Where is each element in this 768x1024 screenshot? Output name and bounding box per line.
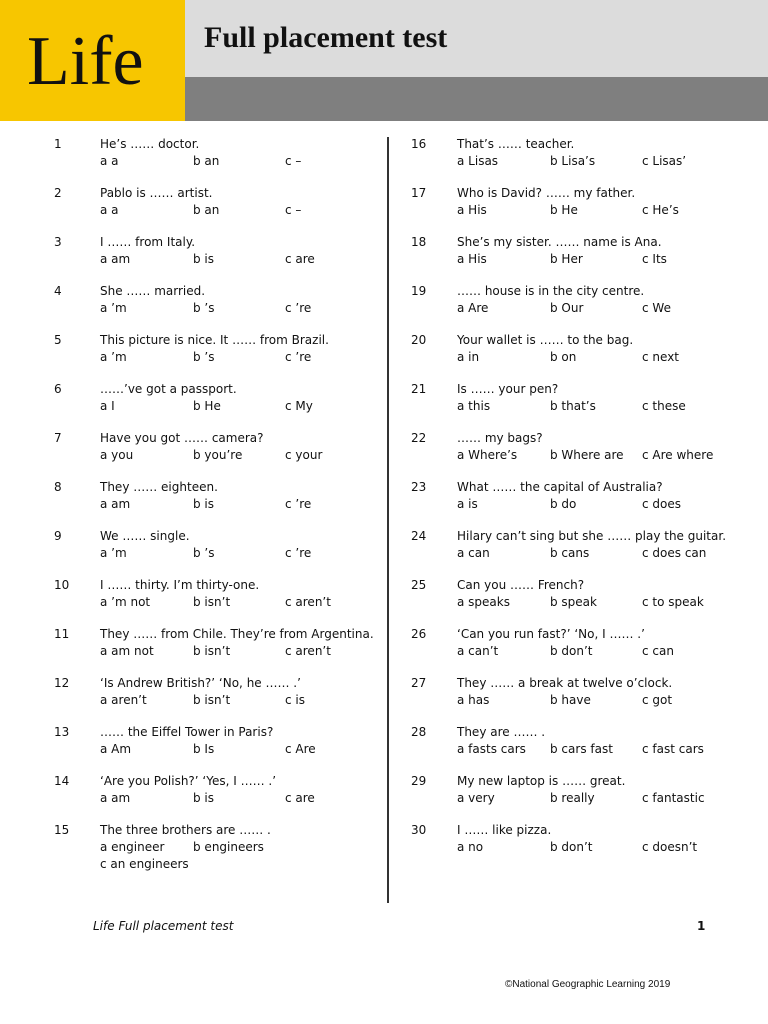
- question-4: [54, 283, 434, 331]
- question-text: They …… from Chile. They’re from Argentina.: [100, 627, 374, 641]
- question-number: 10: [54, 578, 70, 592]
- question-text: ‘Can you run fast?’ ‘No, I …… .’: [457, 627, 645, 641]
- question-12: [54, 675, 434, 723]
- question-text: Pablo is …… artist.: [100, 186, 213, 200]
- option-a: a am: [100, 791, 131, 805]
- question-number: 9: [54, 529, 62, 543]
- option-b: b speak: [550, 595, 597, 609]
- question-text: I …… like pizza.: [457, 823, 552, 837]
- question-number: 13: [54, 725, 70, 739]
- question-text: Hilary can’t sing but she …… play the guitar.: [457, 529, 727, 543]
- option-b: b do: [550, 497, 577, 511]
- option-c: c next: [642, 350, 679, 364]
- option-a: a fasts cars: [457, 742, 526, 756]
- option-c: c does: [642, 497, 682, 511]
- option-b: b He: [193, 399, 221, 413]
- question-number: 27: [411, 676, 427, 690]
- question-text: They …… eighteen.: [100, 480, 218, 494]
- option-a: a Are: [457, 301, 489, 315]
- option-c: c your: [285, 448, 323, 462]
- option-b: b ’s: [193, 546, 215, 560]
- question-text: …… my bags?: [457, 431, 543, 445]
- question-number: 11: [54, 627, 70, 641]
- question-number: 17: [411, 186, 427, 200]
- question-number: 28: [411, 725, 427, 739]
- option-b: b on: [550, 350, 577, 364]
- option-c: c are: [285, 791, 315, 805]
- question-number: 15: [54, 823, 70, 837]
- question-number: 21: [411, 382, 427, 396]
- option-b: b don’t: [550, 644, 593, 658]
- option-a: a ’m: [100, 546, 127, 560]
- option-c: c Are where: [642, 448, 714, 462]
- question-2: [54, 185, 434, 233]
- question-text: That’s …… teacher.: [457, 137, 575, 151]
- question-14: [54, 773, 434, 821]
- question-28: [411, 724, 768, 772]
- option-b: b Her: [550, 252, 583, 266]
- question-text: We …… single.: [100, 529, 190, 543]
- question-number: 20: [411, 333, 427, 347]
- option-b: b cars fast: [550, 742, 613, 756]
- question-text: ……’ve got a passport.: [100, 382, 237, 396]
- question-number: 8: [54, 480, 62, 494]
- option-a: a speaks: [457, 595, 510, 609]
- option-b: b isn’t: [193, 595, 231, 609]
- option-b: b Our: [550, 301, 584, 315]
- option-c: c –: [285, 154, 302, 168]
- question-number: 5: [54, 333, 62, 347]
- option-b: b Where are: [550, 448, 624, 462]
- option-a: a am not: [100, 644, 154, 658]
- option-b: b isn’t: [193, 693, 231, 707]
- option-c: c doesn’t: [642, 840, 698, 854]
- option-c: c aren’t: [285, 595, 331, 609]
- question-19: [411, 283, 768, 331]
- option-c: c fast cars: [642, 742, 704, 756]
- question-number: 7: [54, 431, 62, 445]
- question-text: She’s my sister. …… name is Ana.: [457, 235, 662, 249]
- question-number: 26: [411, 627, 427, 641]
- option-c: c ’re: [285, 497, 312, 511]
- option-c: c fantastic: [642, 791, 705, 805]
- question-1: [54, 136, 434, 184]
- brand-logo-text: Life: [27, 23, 144, 100]
- option-c: c can: [642, 644, 674, 658]
- option-c: c –: [285, 203, 302, 217]
- question-number: 14: [54, 774, 70, 788]
- option-c: c Its: [642, 252, 667, 266]
- option-c: c We: [642, 301, 671, 315]
- question-number: 24: [411, 529, 427, 543]
- question-10: [54, 577, 434, 625]
- question-number: 4: [54, 284, 62, 298]
- option-b: b Is: [193, 742, 215, 756]
- option-b: b cans: [550, 546, 590, 560]
- option-a: a has: [457, 693, 490, 707]
- option-a: a engineer: [100, 840, 165, 854]
- question-number: 29: [411, 774, 427, 788]
- option-c: c to speak: [642, 595, 704, 609]
- option-b: b don’t: [550, 840, 593, 854]
- option-a: a ’m: [100, 350, 127, 364]
- option-a: a Lisas: [457, 154, 499, 168]
- question-text: Have you got …… camera?: [100, 431, 264, 445]
- option-c: c are: [285, 252, 315, 266]
- option-b: b you’re: [193, 448, 243, 462]
- question-18: [411, 234, 768, 282]
- question-text: They are …… .: [457, 725, 546, 739]
- option-c: c Are: [285, 742, 316, 756]
- question-20: [411, 332, 768, 380]
- option-a: a I: [100, 399, 115, 413]
- option-b: b really: [550, 791, 595, 805]
- option-c: c My: [285, 399, 313, 413]
- option-c: c He’s: [642, 203, 679, 217]
- question-text: Can you …… French?: [457, 578, 585, 592]
- question-number: 1: [54, 137, 62, 151]
- question-text: …… house is in the city centre.: [457, 284, 645, 298]
- question-text: What …… the capital of Australia?: [457, 480, 663, 494]
- question-16: [411, 136, 768, 184]
- option-b: b ’s: [193, 301, 215, 315]
- question-3: [54, 234, 434, 282]
- question-text: ‘Is Andrew British?’ ‘No, he …… .’: [100, 676, 301, 690]
- question-text: Your wallet is …… to the bag.: [457, 333, 634, 347]
- question-number: 6: [54, 382, 62, 396]
- option-a: a a: [100, 203, 119, 217]
- question-9: [54, 528, 434, 576]
- option-b: b ’s: [193, 350, 215, 364]
- option-a: a can’t: [457, 644, 499, 658]
- question-text: …… the Eiffel Tower in Paris?: [100, 725, 274, 739]
- question-15: [54, 822, 434, 870]
- option-a: a Where’s: [457, 448, 518, 462]
- question-number: 2: [54, 186, 62, 200]
- question-number: 16: [411, 137, 427, 151]
- option-a: a very: [457, 791, 495, 805]
- option-a: a you: [100, 448, 134, 462]
- option-c: c these: [642, 399, 686, 413]
- option-b: b is: [193, 252, 215, 266]
- option-c: c an engineers: [100, 857, 189, 871]
- option-a: a His: [457, 203, 487, 217]
- question-text: She …… married.: [100, 284, 206, 298]
- option-a: a ’m: [100, 301, 127, 315]
- question-26: [411, 626, 768, 674]
- option-b: b engineers: [193, 840, 264, 854]
- option-b: b He: [550, 203, 578, 217]
- question-6: [54, 381, 434, 429]
- page-number: 1: [697, 919, 706, 933]
- question-27: [411, 675, 768, 723]
- question-11: [54, 626, 434, 674]
- footer-label: Life Full placement test: [93, 919, 234, 933]
- question-text: I …… from Italy.: [100, 235, 196, 249]
- question-23: [411, 479, 768, 527]
- option-b: b an: [193, 154, 220, 168]
- option-c: c ’re: [285, 546, 312, 560]
- question-text: This picture is nice. It …… from Brazil.: [100, 333, 329, 347]
- copyright-notice: ©National Geographic Learning 2019: [505, 979, 671, 990]
- option-c: c ’re: [285, 350, 312, 364]
- question-number: 19: [411, 284, 427, 298]
- question-text: Who is David? …… my father.: [457, 186, 636, 200]
- option-a: a no: [457, 840, 484, 854]
- option-a: a am: [100, 497, 131, 511]
- option-a: a His: [457, 252, 487, 266]
- option-a: a am: [100, 252, 131, 266]
- option-c: c aren’t: [285, 644, 331, 658]
- option-a: a in: [457, 350, 480, 364]
- option-b: b have: [550, 693, 591, 707]
- option-a: a Am: [100, 742, 132, 756]
- question-number: 18: [411, 235, 427, 249]
- option-c: c ’re: [285, 301, 312, 315]
- option-b: b isn’t: [193, 644, 231, 658]
- question-text: My new laptop is …… great.: [457, 774, 626, 788]
- option-c: c is: [285, 693, 305, 707]
- option-c: c got: [642, 693, 673, 707]
- question-number: 25: [411, 578, 427, 592]
- question-21: [411, 381, 768, 429]
- header-bar: [185, 77, 768, 121]
- question-number: 3: [54, 235, 62, 249]
- question-text: The three brothers are …… .: [100, 823, 271, 837]
- option-b: b is: [193, 791, 215, 805]
- option-b: b an: [193, 203, 220, 217]
- option-a: a a: [100, 154, 119, 168]
- option-b: b Lisa’s: [550, 154, 596, 168]
- question-text: I …… thirty. I’m thirty-one.: [100, 578, 260, 592]
- question-29: [411, 773, 768, 821]
- option-c: c Lisas’: [642, 154, 687, 168]
- brand-logo: [0, 0, 185, 121]
- option-b: b that’s: [550, 399, 596, 413]
- question-text: Is …… your pen?: [457, 382, 559, 396]
- question-number: 23: [411, 480, 427, 494]
- question-number: 12: [54, 676, 70, 690]
- question-5: [54, 332, 434, 380]
- page-title: Full placement test: [204, 21, 448, 54]
- option-a: a this: [457, 399, 491, 413]
- question-17: [411, 185, 768, 233]
- question-25: [411, 577, 768, 625]
- option-a: a is: [457, 497, 478, 511]
- option-a: a ’m not: [100, 595, 151, 609]
- option-c: c does can: [642, 546, 707, 560]
- question-8: [54, 479, 434, 527]
- question-number: 22: [411, 431, 427, 445]
- title-band: [185, 0, 768, 77]
- question-text: They …… a break at twelve o’clock.: [457, 676, 673, 690]
- option-a: a can: [457, 546, 490, 560]
- question-13: [54, 724, 434, 772]
- question-text: ‘Are you Polish?’ ‘Yes, I …… .’: [100, 774, 277, 788]
- question-22: [411, 430, 768, 478]
- question-number: 30: [411, 823, 427, 837]
- option-b: b is: [193, 497, 215, 511]
- question-30: [411, 822, 768, 870]
- question-24: [411, 528, 768, 576]
- option-a: a aren’t: [100, 693, 147, 707]
- question-text: He’s …… doctor.: [100, 137, 200, 151]
- question-7: [54, 430, 434, 478]
